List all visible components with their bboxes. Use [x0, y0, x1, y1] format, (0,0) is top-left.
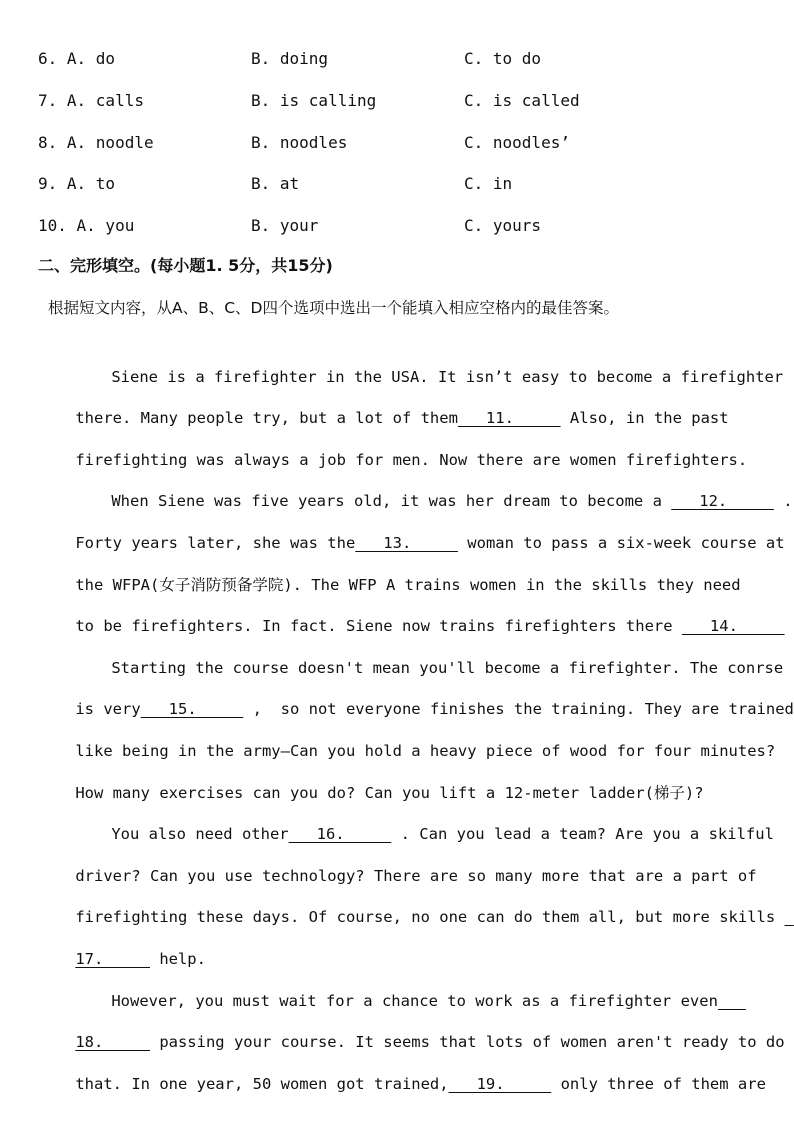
- answer-blank[interactable]: 14.: [681, 617, 785, 635]
- answer-blank[interactable]: 12.: [671, 492, 774, 510]
- passage-line: Forty years later, she was the 13. woman to pass a six-week course at: [75, 534, 785, 552]
- option-b: B. doing: [251, 49, 329, 68]
- option-b: B. your: [251, 216, 319, 235]
- option-row-9: [0, 172, 794, 196]
- passage-line: 17. help.: [75, 950, 206, 968]
- section-heading: 二、完形填空。(每小题1. 5分，共15分): [38, 256, 333, 275]
- passage-line: Siene is a firefighter in the USA. It isn’t easy to become a firefighter: [111, 368, 784, 386]
- answer-blank[interactable]: [785, 908, 794, 926]
- passage-line: driver? Can you use technology? There are so many more that are a part of: [75, 867, 757, 885]
- answer-blank[interactable]: 15.: [140, 700, 244, 718]
- passage-line: there. Many people try, but a lot of them 11. Also, in the past: [75, 409, 729, 427]
- passage-line: Starting the course doesn't mean you'll become a firefighter. The conrse: [111, 659, 784, 677]
- passage-line: firefighting was always a job for men. Now there are women firefighters.: [75, 451, 748, 469]
- option-a: 10. A. you: [38, 216, 135, 235]
- option-row-10: [0, 214, 794, 238]
- option-c: C. in: [464, 174, 513, 193]
- answer-blank[interactable]: 16.: [288, 825, 392, 843]
- passage-line: When Siene was five years old, it was her dream to become a 12. .: [111, 492, 793, 510]
- passage-line: that. In one year, 50 women got trained, 19. only three of them are: [75, 1075, 766, 1093]
- option-a: 7. A. calls: [38, 91, 144, 110]
- option-b: B. noodles: [251, 133, 348, 152]
- option-row-8: [0, 131, 794, 155]
- passage-line: How many exercises can you do? Can you lift a 12-meter ladder(梯子)?: [75, 784, 704, 802]
- option-c: C. yours: [464, 216, 542, 235]
- passage-line: 18. passing your course. It seems that lots of women aren't ready to do: [75, 1033, 785, 1051]
- passage-line: firefighting these days. Of course, no one can do them all, but more skills: [38, 878, 758, 904]
- option-c: C. noodles’: [464, 133, 570, 152]
- option-c: C. to do: [464, 49, 542, 68]
- option-b: B. is calling: [251, 91, 377, 110]
- answer-blank[interactable]: 11.: [457, 409, 561, 427]
- option-a: 9. A. to: [38, 174, 116, 193]
- passage-line: You also need other 16. . Can you lead a team? Are you a skilful: [111, 825, 774, 843]
- passage-line: like being in the army—Can you hold a heavy piece of wood for four minutes?: [75, 742, 776, 760]
- option-b: B. at: [251, 174, 300, 193]
- answer-blank[interactable]: 18.: [75, 1033, 150, 1051]
- option-a: 8. A. noodle: [38, 133, 154, 152]
- passage-line: to be firefighters. In fact. Siene now trains firefighters there 14.: [75, 617, 785, 635]
- option-c: C. is called: [464, 91, 580, 110]
- option-row-6: [0, 47, 794, 71]
- answer-blank[interactable]: 19.: [448, 1075, 552, 1093]
- option-a: 6. A. do: [38, 49, 116, 68]
- option-row-7: [0, 89, 794, 113]
- passage-line: is very 15. , so not everyone finishes the training. They are trained: [75, 700, 794, 718]
- passage-line: the WFPA(女子消防预备学院). The WFP A trains women in the skills they need: [75, 576, 741, 594]
- answer-blank[interactable]: 17.: [75, 950, 150, 968]
- answer-blank[interactable]: 13.: [355, 534, 458, 552]
- passage-line: However, you must wait for a chance to work as a firefighter even: [74, 962, 794, 988]
- section-instruction: 根据短文内容，从A、B、C、D四个选项中选出一个能填入相应空格内的最佳答案。: [48, 299, 619, 317]
